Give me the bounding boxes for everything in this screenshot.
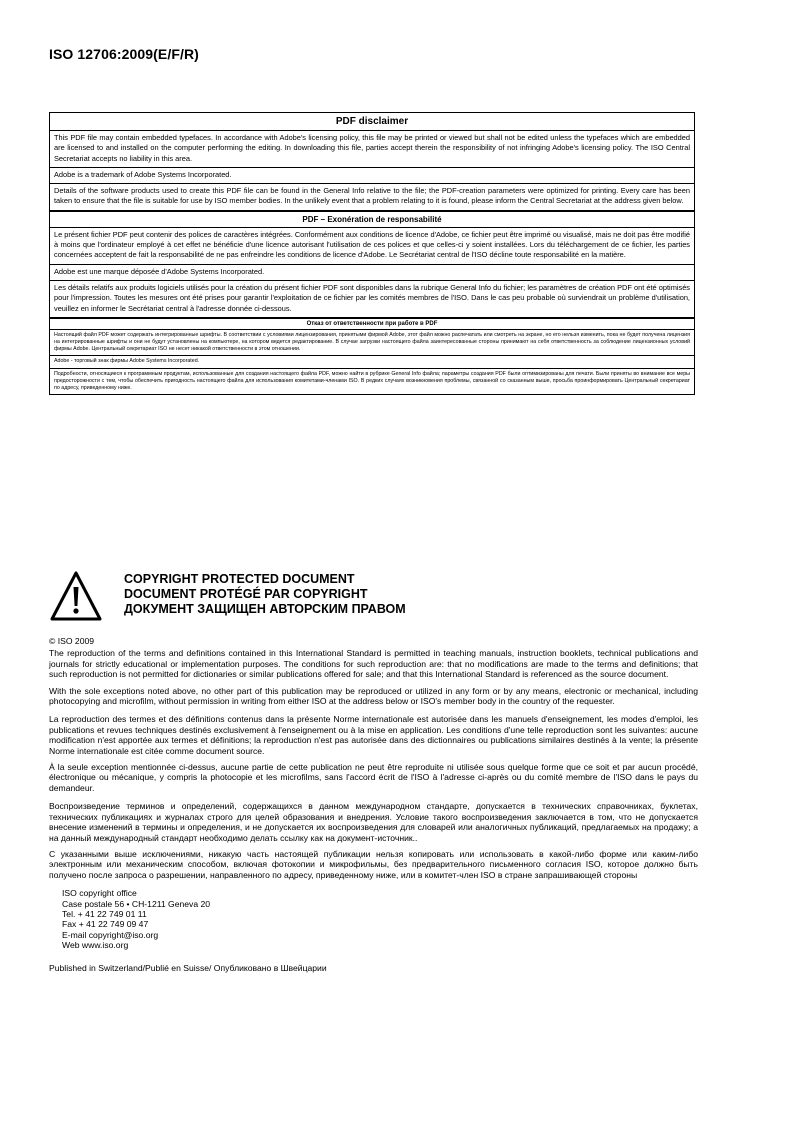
address-fax: Fax + 41 22 749 09 47 [62, 919, 149, 930]
copyright-paragraph-en-1: The reproduction of the terms and definitions contained in this International Standard is permitted in teaching manuals, instruction booklets, technical publications and journals for strictly educational or implementation purposes. The conditions for such reproduction are: that no modifications are made to the terms and definitions; that such reproduction is not permitted for dictionaries or similar publications offered for sale; and that this International Standard is referenced as the source document. [49, 648, 698, 680]
disclaimer-paragraph: Настоящий файл PDF может содержать интегрированные шрифты. В соответствии с условиями лицензирования, принятыми фирмой Adobe, этот файл можно распечатать или смотреть на экране, но его нельзя изменить, пока не будет получена лицензия на интегрированные шрифты и они не будут установлены на компьютере, на котором ведется редактирование. В случае загрузки настоящего файла заинтересованные стороны принимают на себя ответственность за соблюдение лицензионных условий фирмы Adobe. Центральный секретариат ISO не несет никакой ответственности в этом отношении. [54, 331, 690, 353]
disclaimer-paragraph: Les détails relatifs aux produits logiciels utilisés pour la création du présent fichier PDF sont disponibles dans la rubrique General Info du fichier; les paramètres de création PDF ont été optimisés pour l'impression. Toutes les mesures ont été prises pour garantir l'exploitation de ce fichier par les comités membres de l'ISO. Dans le cas peu probable où surviendrait un problème d'utilisation, veuillez en informer le Secrétariat central à l'adresse donnée ci-dessous. [50, 280, 694, 317]
copyright-titles [124, 572, 406, 617]
copyright-body [49, 636, 698, 973]
copyright-paragraph-en-2: With the sole exceptions noted above, no other part of this publication may be reproduced or utilized in any form or by any means, electronic or mechanical, including photocopying and microfilm, without permission in writing from either ISO at the address below or ISO's member body in the country of the requester. [49, 685, 698, 707]
address-web: Web www.iso.org [62, 940, 129, 951]
copyright-title-ru: ДОКУМЕНТ ЗАЩИЩЕН АВТОРСКИМ ПРАВОМ [124, 602, 406, 616]
copyright-paragraph-fr-1: La reproduction des termes et des définitions contenus dans la présente Norme internationale est autorisée dans les manuels d'enseignement, les modes d'emploi, les publications et revues techniques destinés exclusivement à l'enseignement ou à la mise en application. Les conditions d'une telle reproduction sont les suivantes: aucune modification n'est apportée aux termes et définitions; la reproduction n'est pas autorisée dans des dictionnaires ou publications similaires destinés à la vente; la présente Norme internationale est citée comme document source. [49, 714, 698, 756]
copyright-title-fr: DOCUMENT PROTÉGÉ PAR COPYRIGHT [124, 587, 368, 601]
disclaimer-title-en: PDF disclaimer [50, 113, 694, 131]
published-line: Published in Switzerland/Publié en Suisse/ Опубликовано в Швейцарии [49, 962, 327, 973]
warning-triangle-icon [49, 570, 103, 622]
address-postal: Case postale 56 • CH-1211 Geneva 20 [62, 898, 211, 909]
disclaimer-title-ru: Отказ от ответственности при работе в PDF [50, 319, 694, 330]
disclaimer-paragraph: This PDF file may contain embedded typefaces. In accordance with Adobe's licensing policy, this file may be printed or viewed but shall not be edited unless the typefaces which are embedded are licensed to and installed on the computer performing the editing. In downloading this file, parties accept therein the responsibility of not infringing Adobe's licensing policy. The ISO Central Secretariat accepts no liability in this area. [54, 133, 690, 163]
copyright-year: © ISO 2009 [49, 636, 95, 646]
address-office: ISO copyright office [62, 888, 137, 899]
page-header-standard-id: ISO 12706:2009(E/F/R) [49, 46, 199, 62]
copyright-paragraph-ru-2: С указанными выше исключениями, никакую часть настоящей публикации нельзя копировать или использовать в какой-либо форме или каким-либо электронным или механическим способом, включая фотокопии и микрофильмы, без предварительного письменного согласия ISO, которое должно быть получено после запроса о разрешении, направленного по адресу, приведенному ниже, или в комитет-член ISO в стране запрашивающей стороны [49, 848, 698, 880]
copyright-paragraph-fr-2: À la seule exception mentionnée ci-dessus, aucune partie de cette publication ne peut être reproduite ni utilisée sous quelque forme que ce soit et par aucun procédé, électronique ou mécanique, y compris la photocopie et les microfilms, sans l'accord écrit de l'ISO à l'adresse ci-après ou du comité membre de l'ISO dans le pays du demandeur. [49, 762, 698, 793]
disclaimer-title-fr: PDF – Exonération de responsabilité [50, 212, 694, 228]
copyright-title-en: COPYRIGHT PROTECTED DOCUMENT [124, 572, 355, 586]
pdf-disclaimer-box [49, 112, 695, 395]
disclaimer-paragraph: Adobe est une marque déposée d'Adobe Systems Incorporated. [50, 264, 694, 280]
disclaimer-section-en [50, 113, 694, 210]
address-tel: Tel. + 41 22 749 01 11 [62, 908, 147, 919]
disclaimer-section-fr [50, 210, 694, 317]
disclaimer-paragraph: Adobe is a trademark of Adobe Systems Incorporated. [50, 167, 694, 183]
disclaimer-paragraph: Details of the software products used to create this PDF file can be found in the General Info relative to the file; the PDF-creation parameters were optimized for printing. Every care has been taken to ensure that the file is suitable for use by ISO member bodies. In the unlikely event that a problem relating to it is found, please inform the Central Secretariat at the address given below. [50, 183, 694, 210]
disclaimer-section-ru [50, 317, 694, 394]
disclaimer-paragraph: Подробности, относящиеся к программным продуктам, использованные для создания настоящего файла PDF, можно найти в рубрике General Info файла; параметры создания PDF были оптимизированы для печати. Были приняты во внимание все меры предосторожности с тем, чтобы обеспечить пригодность настоящего файла для использования комитетами-членами ISO. В редких случаях возникновения проблемы, связанной со сказанным выше, просьба проинформировать Центральный секретариат по адресу, приведенному ниже. [50, 368, 694, 395]
disclaimer-paragraph: Adobe - торговый знак фирмы Adobe Systems Incorporated. [50, 355, 694, 367]
iso-address-block [62, 888, 698, 950]
copyright-paragraph-ru-1: Воспроизведение терминов и определений, содержащихся в данном международном стандарте, допускается в технических справочниках, буклетах, технических публикациях и журналах строго для целей образования и внедрения. Условие такого воспроизведения заключается в том, что не допускается внесение изменений в термины и определения, и не допускается их воспроизведения для словарей или аналогичных публикаций, предлагаемых на продажу; а на данный международный стандарт необходимо делать ссылку как на документ-источник.. [49, 801, 698, 843]
disclaimer-paragraph: Le présent fichier PDF peut contenir des polices de caractères intégrées. Conformément aux conditions de licence d'Adobe, ce fichier peut être imprimé ou visualisé, mais ne doit pas être modifié à moins que l'ordinateur employé à cet effet ne bénéficie d'une licence autorisant l'utilisation de ces polices et que celles-ci y soient installées. Lors du téléchargement de ce fichier, les parties concernées acceptent de fait la responsabilité de ne pas enfreindre les conditions de licence d'Adobe. Le Secrétariat central de l'ISO décline toute responsabilité en la matière. [54, 229, 690, 260]
address-email: E-mail copyright@iso.org [62, 929, 159, 940]
